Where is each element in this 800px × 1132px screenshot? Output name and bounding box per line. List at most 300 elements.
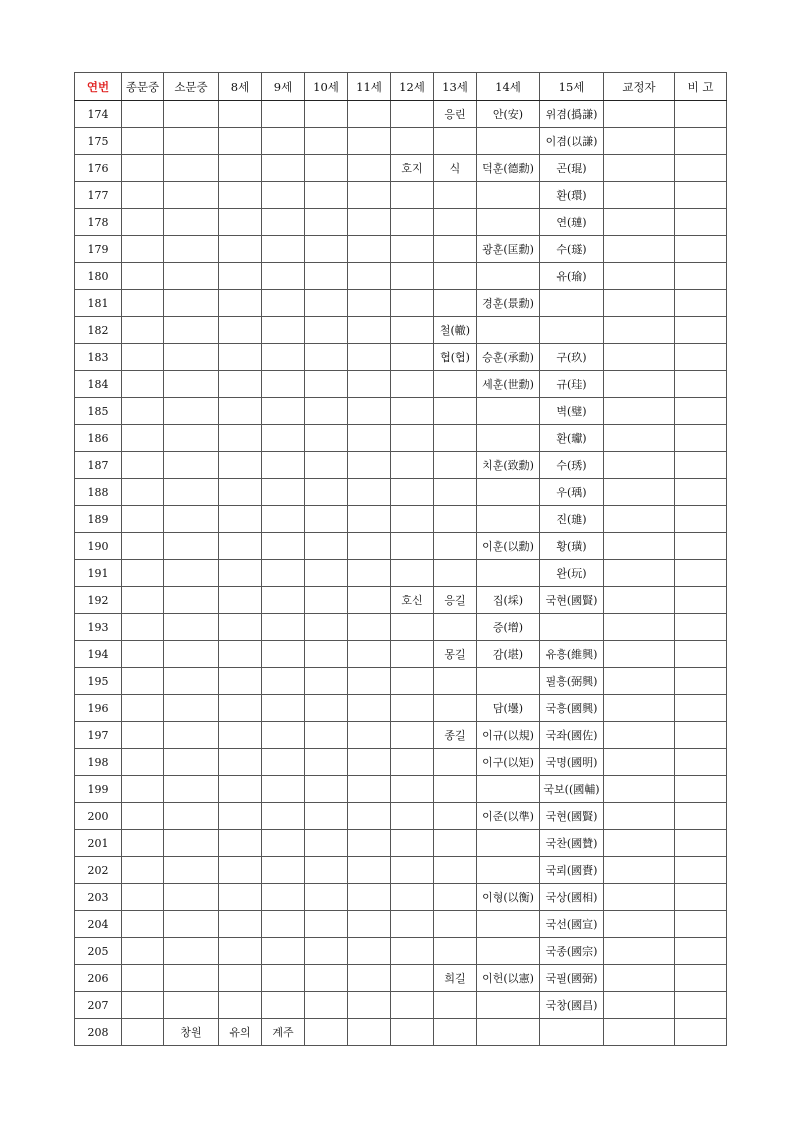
table-row xyxy=(75,398,727,425)
row-number-cell: 200 xyxy=(75,803,122,830)
table-cell xyxy=(122,884,164,911)
row-number-cell: 199 xyxy=(75,776,122,803)
table-cell: 이헌(以憲) xyxy=(477,965,540,992)
table-cell xyxy=(391,992,434,1019)
table-cell xyxy=(262,398,305,425)
table-row xyxy=(75,128,727,155)
row-number-cell: 179 xyxy=(75,236,122,263)
table-cell xyxy=(477,857,540,884)
table-cell xyxy=(604,803,675,830)
header-row xyxy=(75,73,727,101)
row-number-cell: 176 xyxy=(75,155,122,182)
table-cell xyxy=(262,857,305,884)
table-row xyxy=(75,317,727,344)
table-row xyxy=(75,938,727,965)
table-cell xyxy=(348,236,391,263)
table-cell xyxy=(434,992,477,1019)
table-cell: 위겸(撝謙) xyxy=(540,101,604,128)
table-cell xyxy=(391,128,434,155)
table-cell xyxy=(262,479,305,506)
table-cell xyxy=(305,911,348,938)
table-row xyxy=(75,452,727,479)
table-cell xyxy=(348,344,391,371)
table-cell xyxy=(604,857,675,884)
row-number-cell: 177 xyxy=(75,182,122,209)
table-cell xyxy=(675,533,727,560)
table-cell xyxy=(391,182,434,209)
table-cell xyxy=(604,182,675,209)
table-cell: 국흥(國興) xyxy=(540,695,604,722)
table-cell xyxy=(477,506,540,533)
table-cell xyxy=(262,155,305,182)
table-cell: 환(環) xyxy=(540,182,604,209)
column-header-10: 14세 xyxy=(477,73,540,101)
table-cell xyxy=(348,506,391,533)
table-row xyxy=(75,776,727,803)
table-cell xyxy=(391,398,434,425)
table-cell xyxy=(675,560,727,587)
table-cell xyxy=(675,263,727,290)
table-cell xyxy=(604,236,675,263)
table-cell xyxy=(434,938,477,965)
table-cell xyxy=(305,371,348,398)
row-number-cell: 181 xyxy=(75,290,122,317)
table-cell: 국명(國明) xyxy=(540,749,604,776)
table-cell xyxy=(675,506,727,533)
table-row xyxy=(75,965,727,992)
table-cell xyxy=(164,803,219,830)
table-cell xyxy=(348,614,391,641)
table-cell xyxy=(219,506,262,533)
table-cell: 연(璉) xyxy=(540,209,604,236)
row-number-cell: 197 xyxy=(75,722,122,749)
table-cell: 국현(國賢) xyxy=(540,587,604,614)
table-cell xyxy=(675,965,727,992)
table-cell xyxy=(122,857,164,884)
table-cell xyxy=(348,857,391,884)
table-cell: 창원 xyxy=(164,1019,219,1046)
table-cell xyxy=(219,695,262,722)
table-cell xyxy=(122,560,164,587)
table-cell: 규(珪) xyxy=(540,371,604,398)
table-cell xyxy=(262,803,305,830)
table-cell xyxy=(604,344,675,371)
table-cell xyxy=(604,371,675,398)
table-cell xyxy=(122,155,164,182)
table-cell xyxy=(164,533,219,560)
table-cell xyxy=(477,479,540,506)
table-cell xyxy=(305,155,348,182)
table-cell xyxy=(164,128,219,155)
table-cell xyxy=(164,344,219,371)
table-cell xyxy=(219,371,262,398)
table-cell xyxy=(305,1019,348,1046)
table-cell: 국현(國賢) xyxy=(540,803,604,830)
table-cell: 종길 xyxy=(434,722,477,749)
table-cell xyxy=(122,290,164,317)
table-row xyxy=(75,209,727,236)
table-cell xyxy=(434,803,477,830)
table-cell xyxy=(164,749,219,776)
table-cell: 철(轍) xyxy=(434,317,477,344)
table-cell xyxy=(434,749,477,776)
table-cell xyxy=(604,749,675,776)
table-cell xyxy=(122,182,164,209)
table-cell xyxy=(122,425,164,452)
table-cell: 승훈(承勳) xyxy=(477,344,540,371)
table-cell: 곤(琨) xyxy=(540,155,604,182)
table-cell xyxy=(219,911,262,938)
column-header-2: 종문중 xyxy=(122,73,164,101)
table-cell xyxy=(675,398,727,425)
table-cell: 이훈(以勳) xyxy=(477,533,540,560)
table-cell xyxy=(391,668,434,695)
table-cell xyxy=(164,614,219,641)
table-row xyxy=(75,668,727,695)
table-cell xyxy=(219,452,262,479)
table-cell xyxy=(675,371,727,398)
table-cell xyxy=(540,614,604,641)
table-cell xyxy=(675,992,727,1019)
row-number-cell: 174 xyxy=(75,101,122,128)
table-cell xyxy=(122,344,164,371)
table-cell xyxy=(604,452,675,479)
table-cell xyxy=(305,884,348,911)
table-cell: 집(埰) xyxy=(477,587,540,614)
table-cell xyxy=(122,614,164,641)
table-cell xyxy=(262,641,305,668)
table-cell xyxy=(348,668,391,695)
row-number-cell: 188 xyxy=(75,479,122,506)
table-row xyxy=(75,722,727,749)
column-header-5: 9세 xyxy=(262,73,305,101)
table-cell xyxy=(391,695,434,722)
table-cell xyxy=(477,560,540,587)
table-cell xyxy=(164,560,219,587)
table-cell xyxy=(122,533,164,560)
table-cell xyxy=(305,236,348,263)
table-cell xyxy=(122,128,164,155)
table-cell xyxy=(305,128,348,155)
column-header-11: 15세 xyxy=(540,73,604,101)
table-cell xyxy=(540,290,604,317)
table-cell xyxy=(604,695,675,722)
table-cell xyxy=(434,533,477,560)
row-number-cell: 183 xyxy=(75,344,122,371)
table-cell xyxy=(348,749,391,776)
table-cell xyxy=(219,128,262,155)
row-number-cell: 195 xyxy=(75,668,122,695)
table-cell xyxy=(122,695,164,722)
table-cell xyxy=(434,371,477,398)
table-cell xyxy=(262,830,305,857)
table-cell xyxy=(122,587,164,614)
row-number-cell: 202 xyxy=(75,857,122,884)
table-cell xyxy=(477,911,540,938)
table-row xyxy=(75,587,727,614)
table-cell xyxy=(675,290,727,317)
table-cell xyxy=(348,263,391,290)
table-cell xyxy=(122,776,164,803)
table-cell xyxy=(262,884,305,911)
table-cell xyxy=(477,938,540,965)
table-cell xyxy=(675,587,727,614)
table-cell xyxy=(604,965,675,992)
table-cell xyxy=(675,317,727,344)
table-cell xyxy=(477,425,540,452)
table-cell xyxy=(391,560,434,587)
table-cell xyxy=(219,533,262,560)
table-cell xyxy=(434,398,477,425)
table-cell xyxy=(391,614,434,641)
table-cell xyxy=(122,749,164,776)
table-cell: 감(堪) xyxy=(477,641,540,668)
table-cell: 이구(以矩) xyxy=(477,749,540,776)
table-cell xyxy=(348,776,391,803)
table-cell xyxy=(262,236,305,263)
table-cell: 치훈(致勳) xyxy=(477,452,540,479)
table-cell xyxy=(262,209,305,236)
table-cell xyxy=(540,1019,604,1046)
row-number-cell: 175 xyxy=(75,128,122,155)
table-cell xyxy=(348,965,391,992)
table-cell xyxy=(348,398,391,425)
table-cell xyxy=(348,803,391,830)
table-cell xyxy=(164,209,219,236)
table-cell xyxy=(262,317,305,344)
table-cell xyxy=(122,209,164,236)
table-cell: 협(협) xyxy=(434,344,477,371)
table-cell xyxy=(219,317,262,344)
table-cell xyxy=(675,749,727,776)
table-cell xyxy=(604,506,675,533)
table-cell xyxy=(604,101,675,128)
table-cell: 세훈(世勳) xyxy=(477,371,540,398)
table-cell xyxy=(675,182,727,209)
table-cell xyxy=(477,1019,540,1046)
table-cell xyxy=(164,965,219,992)
table-cell xyxy=(122,452,164,479)
table-cell xyxy=(604,560,675,587)
table-cell xyxy=(219,830,262,857)
table-cell xyxy=(434,830,477,857)
table-row xyxy=(75,344,727,371)
row-number-cell: 187 xyxy=(75,452,122,479)
table-cell xyxy=(391,263,434,290)
table-cell xyxy=(434,425,477,452)
table-cell xyxy=(348,560,391,587)
table-cell xyxy=(219,209,262,236)
row-number-cell: 180 xyxy=(75,263,122,290)
table-cell: 호신 xyxy=(391,587,434,614)
table-cell xyxy=(305,857,348,884)
column-header-6: 10세 xyxy=(305,73,348,101)
table-cell xyxy=(305,749,348,776)
table-row xyxy=(75,560,727,587)
table-cell xyxy=(434,128,477,155)
table-cell xyxy=(675,911,727,938)
table-cell xyxy=(604,722,675,749)
table-cell xyxy=(348,209,391,236)
table-cell xyxy=(164,695,219,722)
table-cell xyxy=(434,884,477,911)
table-cell xyxy=(604,128,675,155)
table-cell xyxy=(305,344,348,371)
table-cell xyxy=(122,668,164,695)
table-cell xyxy=(305,263,348,290)
table-cell xyxy=(262,506,305,533)
table-cell xyxy=(477,398,540,425)
table-row xyxy=(75,371,727,398)
table-cell xyxy=(348,992,391,1019)
table-cell: 증(增) xyxy=(477,614,540,641)
row-number-cell: 204 xyxy=(75,911,122,938)
table-cell: 희길 xyxy=(434,965,477,992)
table-cell xyxy=(262,587,305,614)
table-cell xyxy=(477,209,540,236)
table-row xyxy=(75,290,727,317)
table-cell xyxy=(675,209,727,236)
table-cell xyxy=(675,857,727,884)
table-cell xyxy=(262,911,305,938)
table-cell xyxy=(604,290,675,317)
table-cell: 국보((國輔) xyxy=(540,776,604,803)
table-cell xyxy=(348,101,391,128)
table-row xyxy=(75,533,727,560)
row-number-cell: 185 xyxy=(75,398,122,425)
table-cell xyxy=(219,398,262,425)
table-cell xyxy=(477,992,540,1019)
table-cell xyxy=(675,776,727,803)
row-number-cell: 192 xyxy=(75,587,122,614)
table-cell xyxy=(434,668,477,695)
table-row xyxy=(75,884,727,911)
table-cell xyxy=(305,830,348,857)
table-cell xyxy=(164,317,219,344)
table-cell xyxy=(122,398,164,425)
table-cell xyxy=(348,587,391,614)
table-cell xyxy=(122,911,164,938)
table-cell: 덕훈(德勳) xyxy=(477,155,540,182)
table-cell xyxy=(305,614,348,641)
table-cell xyxy=(675,614,727,641)
table-cell xyxy=(262,938,305,965)
table-cell: 진(璡) xyxy=(540,506,604,533)
table-cell xyxy=(305,722,348,749)
table-cell: 우(瑀) xyxy=(540,479,604,506)
table-cell xyxy=(305,776,348,803)
table-cell xyxy=(675,101,727,128)
table-cell: 국창(國昌) xyxy=(540,992,604,1019)
column-header-13: 비 고 xyxy=(675,73,727,101)
table-cell xyxy=(604,776,675,803)
table-cell xyxy=(604,533,675,560)
table-cell xyxy=(391,371,434,398)
table-cell xyxy=(164,938,219,965)
table-cell xyxy=(305,533,348,560)
table-cell xyxy=(434,911,477,938)
table-cell xyxy=(305,101,348,128)
row-number-cell: 203 xyxy=(75,884,122,911)
table-cell xyxy=(348,317,391,344)
table-cell xyxy=(391,776,434,803)
table-cell xyxy=(262,344,305,371)
table-cell xyxy=(219,101,262,128)
table-cell xyxy=(305,182,348,209)
row-number-cell: 194 xyxy=(75,641,122,668)
table-cell xyxy=(604,263,675,290)
table-row xyxy=(75,182,727,209)
table-cell: 이준(以準) xyxy=(477,803,540,830)
table-cell xyxy=(164,155,219,182)
table-row xyxy=(75,749,727,776)
column-header-4: 8세 xyxy=(219,73,262,101)
table-cell xyxy=(477,830,540,857)
table-cell: 국상(國相) xyxy=(540,884,604,911)
table-cell: 이겸(以謙) xyxy=(540,128,604,155)
table-cell xyxy=(675,695,727,722)
table-cell: 이형(以衡) xyxy=(477,884,540,911)
table-cell xyxy=(675,425,727,452)
table-row xyxy=(75,992,727,1019)
table-cell xyxy=(675,884,727,911)
table-cell xyxy=(675,803,727,830)
table-cell xyxy=(434,209,477,236)
table-cell xyxy=(348,479,391,506)
table-cell xyxy=(219,668,262,695)
table-cell xyxy=(391,290,434,317)
table-cell xyxy=(219,722,262,749)
table-cell xyxy=(434,506,477,533)
row-number-cell: 207 xyxy=(75,992,122,1019)
table-cell xyxy=(164,452,219,479)
table-cell xyxy=(434,1019,477,1046)
table-cell xyxy=(219,290,262,317)
table-row xyxy=(75,857,727,884)
table-cell xyxy=(262,614,305,641)
table-cell xyxy=(391,722,434,749)
table-cell xyxy=(164,263,219,290)
table-cell xyxy=(262,992,305,1019)
table-cell xyxy=(434,857,477,884)
table-cell: 국필(國弼) xyxy=(540,965,604,992)
table-cell xyxy=(219,155,262,182)
table-row xyxy=(75,425,727,452)
table-cell xyxy=(262,722,305,749)
table-cell xyxy=(391,452,434,479)
table-cell xyxy=(164,101,219,128)
table-cell xyxy=(675,1019,727,1046)
table-cell xyxy=(391,830,434,857)
table-cell xyxy=(348,425,391,452)
table-cell: 유의 xyxy=(219,1019,262,1046)
table-cell xyxy=(122,1019,164,1046)
table-cell: 응길 xyxy=(434,587,477,614)
table-cell xyxy=(391,749,434,776)
table-cell xyxy=(164,425,219,452)
column-header-1: 연번 xyxy=(75,73,122,101)
table-cell xyxy=(122,506,164,533)
table-cell xyxy=(434,776,477,803)
table-cell xyxy=(219,884,262,911)
table-cell xyxy=(477,668,540,695)
table-cell: 이규(以規) xyxy=(477,722,540,749)
table-cell xyxy=(164,587,219,614)
table-cell xyxy=(391,506,434,533)
table-cell: 구(玖) xyxy=(540,344,604,371)
table-row xyxy=(75,236,727,263)
table-cell xyxy=(122,263,164,290)
